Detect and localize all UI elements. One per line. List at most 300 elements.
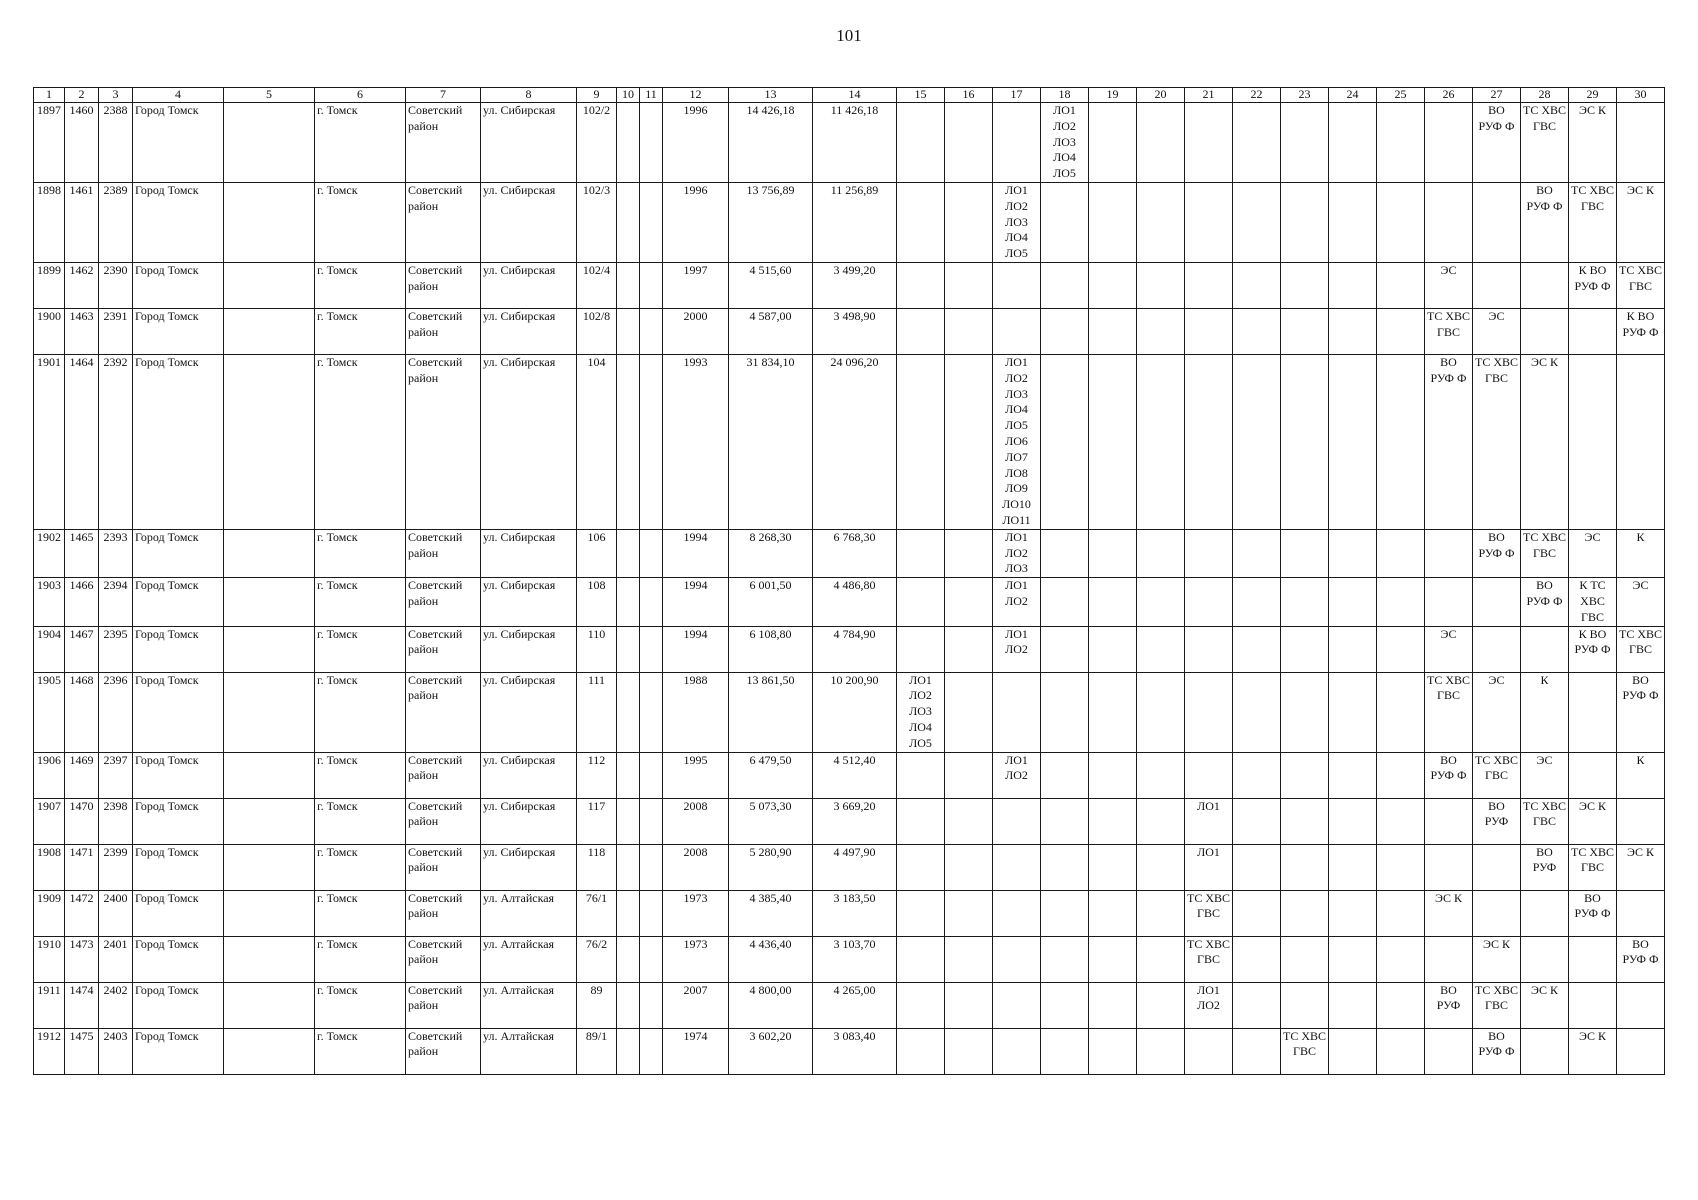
table-cell-col-22 (1233, 936, 1281, 982)
table-cell-col-8: ул. Сибирская (481, 626, 577, 672)
table-body (34, 103, 1665, 1075)
column-header-26: 26 (1425, 88, 1473, 103)
table-row (34, 936, 1665, 982)
table-cell-col-23: ТС ХВС ГВС (1281, 1028, 1329, 1074)
table-cell-col-10 (617, 672, 640, 752)
table-cell-col-26: ВО РУФ Ф (1425, 752, 1473, 798)
table-cell-col-28: ВО РУФ Ф (1521, 578, 1569, 626)
table-cell-col-8: ул. Сибирская (481, 798, 577, 844)
table-cell-col-23 (1281, 182, 1329, 262)
table-cell-col-7: Советский район (406, 529, 481, 577)
table-row (34, 578, 1665, 626)
table-cell-col-13: 6 108,80 (729, 626, 813, 672)
table-cell-col-7: Советский район (406, 262, 481, 308)
table-cell-col-20 (1137, 844, 1185, 890)
table-cell-col-20 (1137, 354, 1185, 529)
table-cell-col-15 (897, 308, 945, 354)
table-cell-col-10 (617, 1028, 640, 1074)
table-cell-col-17 (993, 844, 1041, 890)
table-cell-col-23 (1281, 103, 1329, 183)
table-cell-col-12: 2008 (663, 798, 729, 844)
table-cell-col-17 (993, 936, 1041, 982)
table-cell-col-16 (945, 844, 993, 890)
table-cell-col-8: ул. Сибирская (481, 262, 577, 308)
table-cell-col-8: ул. Сибирская (481, 308, 577, 354)
table-cell-col-30: ВО РУФ Ф (1617, 672, 1665, 752)
table-cell-col-9: 117 (577, 798, 617, 844)
table-cell-col-16 (945, 262, 993, 308)
table-cell-col-29 (1569, 752, 1617, 798)
table-cell-col-5 (224, 890, 315, 936)
table-cell-col-16 (945, 308, 993, 354)
table-cell-col-22 (1233, 529, 1281, 577)
table-cell-col-22 (1233, 1028, 1281, 1074)
table-cell-col-4: Город Томск (133, 529, 224, 577)
column-header-23: 23 (1281, 88, 1329, 103)
table-cell-col-3: 2389 (99, 182, 133, 262)
table-cell-col-14: 4 486,80 (813, 578, 897, 626)
table-cell-col-23 (1281, 936, 1329, 982)
table-cell-col-7: Советский район (406, 182, 481, 262)
table-cell-col-11 (640, 1028, 663, 1074)
table-row (34, 308, 1665, 354)
column-header-5: 5 (224, 88, 315, 103)
table-cell-col-14: 4 784,90 (813, 626, 897, 672)
table-cell-col-20 (1137, 752, 1185, 798)
column-header-20: 20 (1137, 88, 1185, 103)
table-cell-col-26 (1425, 798, 1473, 844)
table-cell-col-4: Город Томск (133, 626, 224, 672)
table-cell-col-16 (945, 982, 993, 1028)
table-cell-col-21 (1185, 578, 1233, 626)
table-cell-col-18 (1041, 578, 1089, 626)
table-cell-col-1: 1908 (34, 844, 65, 890)
table-cell-col-22 (1233, 262, 1281, 308)
table-cell-col-3: 2395 (99, 626, 133, 672)
table-cell-col-11 (640, 936, 663, 982)
table-cell-col-27 (1473, 890, 1521, 936)
table-cell-col-8: ул. Сибирская (481, 103, 577, 183)
table-cell-col-20 (1137, 103, 1185, 183)
table-cell-col-2: 1469 (65, 752, 99, 798)
table-cell-col-18 (1041, 182, 1089, 262)
table-cell-col-9: 89/1 (577, 1028, 617, 1074)
table-cell-col-12: 1994 (663, 529, 729, 577)
table-cell-col-19 (1089, 890, 1137, 936)
table-cell-col-22 (1233, 354, 1281, 529)
table-cell-col-8: ул. Алтайская (481, 936, 577, 982)
table-cell-col-11 (640, 798, 663, 844)
table-cell-col-24 (1329, 103, 1377, 183)
table-cell-col-2: 1470 (65, 798, 99, 844)
column-header-18: 18 (1041, 88, 1089, 103)
table-cell-col-26: ВО РУФ (1425, 982, 1473, 1028)
column-header-17: 17 (993, 88, 1041, 103)
table-cell-col-18 (1041, 936, 1089, 982)
table-cell-col-23 (1281, 354, 1329, 529)
table-cell-col-13: 4 515,60 (729, 262, 813, 308)
table-cell-col-10 (617, 626, 640, 672)
table-cell-col-2: 1468 (65, 672, 99, 752)
column-header-16: 16 (945, 88, 993, 103)
table-cell-col-9: 112 (577, 752, 617, 798)
column-header-30: 30 (1617, 88, 1665, 103)
table-cell-col-12: 1994 (663, 626, 729, 672)
table-cell-col-6: г. Томск (315, 308, 406, 354)
table-cell-col-2: 1463 (65, 308, 99, 354)
table-cell-col-12: 1988 (663, 672, 729, 752)
table-cell-col-17 (993, 890, 1041, 936)
table-cell-col-24 (1329, 752, 1377, 798)
table-cell-col-15 (897, 354, 945, 529)
table-cell-col-1: 1904 (34, 626, 65, 672)
table-cell-col-13: 4 800,00 (729, 982, 813, 1028)
table-cell-col-5 (224, 1028, 315, 1074)
table-cell-col-11 (640, 182, 663, 262)
table-cell-col-15 (897, 529, 945, 577)
table-cell-col-28: К (1521, 672, 1569, 752)
table-cell-col-21 (1185, 182, 1233, 262)
table-cell-col-3: 2388 (99, 103, 133, 183)
table-cell-col-3: 2398 (99, 798, 133, 844)
table-cell-col-4: Город Томск (133, 672, 224, 752)
column-header-27: 27 (1473, 88, 1521, 103)
table-cell-col-23 (1281, 672, 1329, 752)
table-cell-col-5 (224, 529, 315, 577)
table-cell-col-28 (1521, 936, 1569, 982)
table-cell-col-22 (1233, 308, 1281, 354)
table-cell-col-10 (617, 798, 640, 844)
table-cell-col-17: ЛО1 ЛО2 ЛО3 ЛО4 ЛО5 (993, 182, 1041, 262)
table-cell-col-4: Город Томск (133, 262, 224, 308)
table-cell-col-6: г. Томск (315, 798, 406, 844)
table-cell-col-20 (1137, 529, 1185, 577)
table-cell-col-3: 2396 (99, 672, 133, 752)
table-cell-col-12: 1973 (663, 936, 729, 982)
table-cell-col-27: ЭС (1473, 308, 1521, 354)
table-cell-col-4: Город Томск (133, 936, 224, 982)
table-cell-col-30: ВО РУФ Ф (1617, 936, 1665, 982)
table-cell-col-29: ВО РУФ Ф (1569, 890, 1617, 936)
table-cell-col-22 (1233, 752, 1281, 798)
table-cell-col-22 (1233, 672, 1281, 752)
table-cell-col-24 (1329, 890, 1377, 936)
table-cell-col-6: г. Томск (315, 752, 406, 798)
table-cell-col-19 (1089, 936, 1137, 982)
table-cell-col-30 (1617, 798, 1665, 844)
column-header-6: 6 (315, 88, 406, 103)
table-cell-col-3: 2401 (99, 936, 133, 982)
table-cell-col-26: ЭС (1425, 262, 1473, 308)
table-cell-col-26 (1425, 1028, 1473, 1074)
table-cell-col-29: К ТС ХВС ГВС (1569, 578, 1617, 626)
table-cell-col-3: 2390 (99, 262, 133, 308)
table-cell-col-28: ВО РУФ Ф (1521, 182, 1569, 262)
table-cell-col-16 (945, 103, 993, 183)
table-cell-col-18 (1041, 798, 1089, 844)
table-cell-col-30: ТС ХВС ГВС (1617, 626, 1665, 672)
table-cell-col-6: г. Томск (315, 626, 406, 672)
table-cell-col-9: 76/2 (577, 936, 617, 982)
table-cell-col-29 (1569, 354, 1617, 529)
table-cell-col-30: К (1617, 752, 1665, 798)
table-cell-col-22 (1233, 578, 1281, 626)
table-cell-col-15 (897, 936, 945, 982)
table-cell-col-9: 110 (577, 626, 617, 672)
table-cell-col-29 (1569, 936, 1617, 982)
table-cell-col-21 (1185, 262, 1233, 308)
table-cell-col-21: ЛО1 ЛО2 (1185, 982, 1233, 1028)
table-cell-col-13: 6 001,50 (729, 578, 813, 626)
table-cell-col-15 (897, 182, 945, 262)
table-cell-col-15 (897, 752, 945, 798)
table-cell-col-24 (1329, 182, 1377, 262)
table-cell-col-27: ВО РУФ Ф (1473, 1028, 1521, 1074)
table-cell-col-13: 8 268,30 (729, 529, 813, 577)
table-cell-col-17: ЛО1 ЛО2 (993, 626, 1041, 672)
table-row (34, 798, 1665, 844)
table-cell-col-9: 118 (577, 844, 617, 890)
table-cell-col-19 (1089, 529, 1137, 577)
table-cell-col-18 (1041, 308, 1089, 354)
table-cell-col-18 (1041, 752, 1089, 798)
table-cell-col-9: 76/1 (577, 890, 617, 936)
table-cell-col-11 (640, 354, 663, 529)
header-row (34, 88, 1665, 103)
table-cell-col-29 (1569, 672, 1617, 752)
table-cell-col-23 (1281, 890, 1329, 936)
table-cell-col-22 (1233, 182, 1281, 262)
table-cell-col-4: Город Томск (133, 752, 224, 798)
table-cell-col-2: 1464 (65, 354, 99, 529)
table-cell-col-25 (1377, 262, 1425, 308)
table-cell-col-28: ВО РУФ (1521, 844, 1569, 890)
table-cell-col-11 (640, 752, 663, 798)
table-cell-col-26: ТС ХВС ГВС (1425, 672, 1473, 752)
table-cell-col-1: 1905 (34, 672, 65, 752)
column-header-8: 8 (481, 88, 577, 103)
table-cell-col-10 (617, 936, 640, 982)
table-cell-col-7: Советский район (406, 672, 481, 752)
table-cell-col-8: ул. Алтайская (481, 982, 577, 1028)
table-cell-col-27: ВО РУФ Ф (1473, 529, 1521, 577)
table-cell-col-30 (1617, 103, 1665, 183)
table-cell-col-21: ТС ХВС ГВС (1185, 890, 1233, 936)
table-cell-col-7: Советский район (406, 626, 481, 672)
table-cell-col-24 (1329, 982, 1377, 1028)
table-cell-col-26 (1425, 103, 1473, 183)
table-cell-col-10 (617, 308, 640, 354)
table-cell-col-18 (1041, 626, 1089, 672)
table-cell-col-7: Советский район (406, 103, 481, 183)
table-cell-col-18 (1041, 982, 1089, 1028)
table-cell-col-21: ЛО1 (1185, 844, 1233, 890)
table-cell-col-24 (1329, 672, 1377, 752)
table-cell-col-24 (1329, 354, 1377, 529)
table-cell-col-11 (640, 578, 663, 626)
table-cell-col-23 (1281, 752, 1329, 798)
table-cell-col-17 (993, 262, 1041, 308)
table-cell-col-21 (1185, 626, 1233, 672)
table-cell-col-23 (1281, 308, 1329, 354)
table-cell-col-12: 1973 (663, 890, 729, 936)
table-cell-col-21 (1185, 354, 1233, 529)
table-cell-col-12: 2000 (663, 308, 729, 354)
table-cell-col-11 (640, 672, 663, 752)
table-cell-col-25 (1377, 354, 1425, 529)
table-cell-col-21 (1185, 752, 1233, 798)
table-cell-col-25 (1377, 752, 1425, 798)
table-cell-col-23 (1281, 529, 1329, 577)
table-cell-col-21 (1185, 529, 1233, 577)
table-cell-col-19 (1089, 262, 1137, 308)
table-cell-col-20 (1137, 982, 1185, 1028)
table-cell-col-6: г. Томск (315, 182, 406, 262)
table-cell-col-30 (1617, 890, 1665, 936)
table-cell-col-30 (1617, 982, 1665, 1028)
table-cell-col-19 (1089, 354, 1137, 529)
table-cell-col-3: 2397 (99, 752, 133, 798)
table-cell-col-29 (1569, 308, 1617, 354)
table-cell-col-27 (1473, 844, 1521, 890)
table-cell-col-15 (897, 982, 945, 1028)
table-cell-col-3: 2392 (99, 354, 133, 529)
table-cell-col-17 (993, 103, 1041, 183)
table-cell-col-9: 106 (577, 529, 617, 577)
table-cell-col-13: 31 834,10 (729, 354, 813, 529)
table-cell-col-8: ул. Алтайская (481, 1028, 577, 1074)
table-cell-col-12: 1994 (663, 578, 729, 626)
table-cell-col-28: ЭС К (1521, 354, 1569, 529)
table-cell-col-6: г. Томск (315, 1028, 406, 1074)
table-cell-col-17 (993, 982, 1041, 1028)
table-cell-col-1: 1909 (34, 890, 65, 936)
table-cell-col-26 (1425, 578, 1473, 626)
table-cell-col-22 (1233, 890, 1281, 936)
table-cell-col-17: ЛО1 ЛО2 ЛО3 ЛО4 ЛО5 ЛО6 ЛО7 ЛО8 ЛО9 ЛО10 ЛО11 (993, 354, 1041, 529)
table-cell-col-24 (1329, 1028, 1377, 1074)
table-cell-col-16 (945, 1028, 993, 1074)
table-cell-col-10 (617, 354, 640, 529)
table-cell-col-20 (1137, 798, 1185, 844)
table-cell-col-18 (1041, 672, 1089, 752)
table-cell-col-25 (1377, 308, 1425, 354)
table-cell-col-10 (617, 844, 640, 890)
table-cell-col-9: 111 (577, 672, 617, 752)
table-cell-col-16 (945, 529, 993, 577)
column-header-7: 7 (406, 88, 481, 103)
table-cell-col-13: 6 479,50 (729, 752, 813, 798)
table-cell-col-14: 4 512,40 (813, 752, 897, 798)
table-cell-col-2: 1460 (65, 103, 99, 183)
table-cell-col-22 (1233, 103, 1281, 183)
table-cell-col-4: Город Томск (133, 578, 224, 626)
table-cell-col-14: 3 083,40 (813, 1028, 897, 1074)
table-cell-col-5 (224, 752, 315, 798)
table-cell-col-26 (1425, 936, 1473, 982)
table-cell-col-8: ул. Сибирская (481, 578, 577, 626)
table-cell-col-17 (993, 798, 1041, 844)
table-cell-col-30 (1617, 354, 1665, 529)
table-cell-col-29 (1569, 982, 1617, 1028)
table-cell-col-29: ЭС К (1569, 798, 1617, 844)
table-cell-col-19 (1089, 308, 1137, 354)
table-cell-col-8: ул. Сибирская (481, 182, 577, 262)
table-cell-col-19 (1089, 844, 1137, 890)
page-number: 101 (836, 26, 862, 45)
table-cell-col-8: ул. Сибирская (481, 672, 577, 752)
table-cell-col-13: 5 073,30 (729, 798, 813, 844)
table-cell-col-20 (1137, 1028, 1185, 1074)
table-cell-col-12: 1993 (663, 354, 729, 529)
table-cell-col-4: Город Томск (133, 103, 224, 183)
column-header-12: 12 (663, 88, 729, 103)
table-cell-col-30: ТС ХВС ГВС (1617, 262, 1665, 308)
table-cell-col-1: 1902 (34, 529, 65, 577)
table-cell-col-15 (897, 1028, 945, 1074)
table-cell-col-29: ЭС (1569, 529, 1617, 577)
table-cell-col-21 (1185, 672, 1233, 752)
table-cell-col-12: 2008 (663, 844, 729, 890)
table-cell-col-2: 1461 (65, 182, 99, 262)
table-cell-col-11 (640, 890, 663, 936)
table-cell-col-29: ТС ХВС ГВС (1569, 844, 1617, 890)
table-row (34, 752, 1665, 798)
table-cell-col-10 (617, 262, 640, 308)
table-cell-col-15 (897, 798, 945, 844)
table-cell-col-18: ЛО1 ЛО2 ЛО3 ЛО4 ЛО5 (1041, 103, 1089, 183)
table-cell-col-26: ЭС К (1425, 890, 1473, 936)
table-cell-col-28: ЭС (1521, 752, 1569, 798)
table-cell-col-24 (1329, 308, 1377, 354)
table-cell-col-6: г. Томск (315, 103, 406, 183)
table-cell-col-5 (224, 626, 315, 672)
table-cell-col-24 (1329, 844, 1377, 890)
table-cell-col-16 (945, 752, 993, 798)
table-cell-col-12: 1996 (663, 182, 729, 262)
table-cell-col-19 (1089, 982, 1137, 1028)
table-cell-col-6: г. Томск (315, 262, 406, 308)
table-cell-col-6: г. Томск (315, 890, 406, 936)
table-cell-col-28: ЭС К (1521, 982, 1569, 1028)
table-cell-col-28 (1521, 308, 1569, 354)
table-cell-col-29: ТС ХВС ГВС (1569, 182, 1617, 262)
table-cell-col-20 (1137, 262, 1185, 308)
table-cell-col-13: 3 602,20 (729, 1028, 813, 1074)
table-row (34, 626, 1665, 672)
table-cell-col-14: 6 768,30 (813, 529, 897, 577)
table-cell-col-25 (1377, 1028, 1425, 1074)
table-cell-col-2: 1465 (65, 529, 99, 577)
table-cell-col-8: ул. Сибирская (481, 752, 577, 798)
table-cell-col-25 (1377, 890, 1425, 936)
table-cell-col-25 (1377, 103, 1425, 183)
table-cell-col-17 (993, 308, 1041, 354)
table-cell-col-1: 1899 (34, 262, 65, 308)
table-cell-col-17 (993, 672, 1041, 752)
table-cell-col-27 (1473, 626, 1521, 672)
table-cell-col-30: К ВО РУФ Ф (1617, 308, 1665, 354)
table-cell-col-22 (1233, 798, 1281, 844)
table-cell-col-8: ул. Сибирская (481, 844, 577, 890)
table-cell-col-27: ТС ХВС ГВС (1473, 354, 1521, 529)
table-cell-col-5 (224, 672, 315, 752)
table-cell-col-13: 4 587,00 (729, 308, 813, 354)
table-cell-col-7: Советский район (406, 308, 481, 354)
table-row (34, 182, 1665, 262)
table-cell-col-23 (1281, 844, 1329, 890)
table-cell-col-4: Город Томск (133, 308, 224, 354)
